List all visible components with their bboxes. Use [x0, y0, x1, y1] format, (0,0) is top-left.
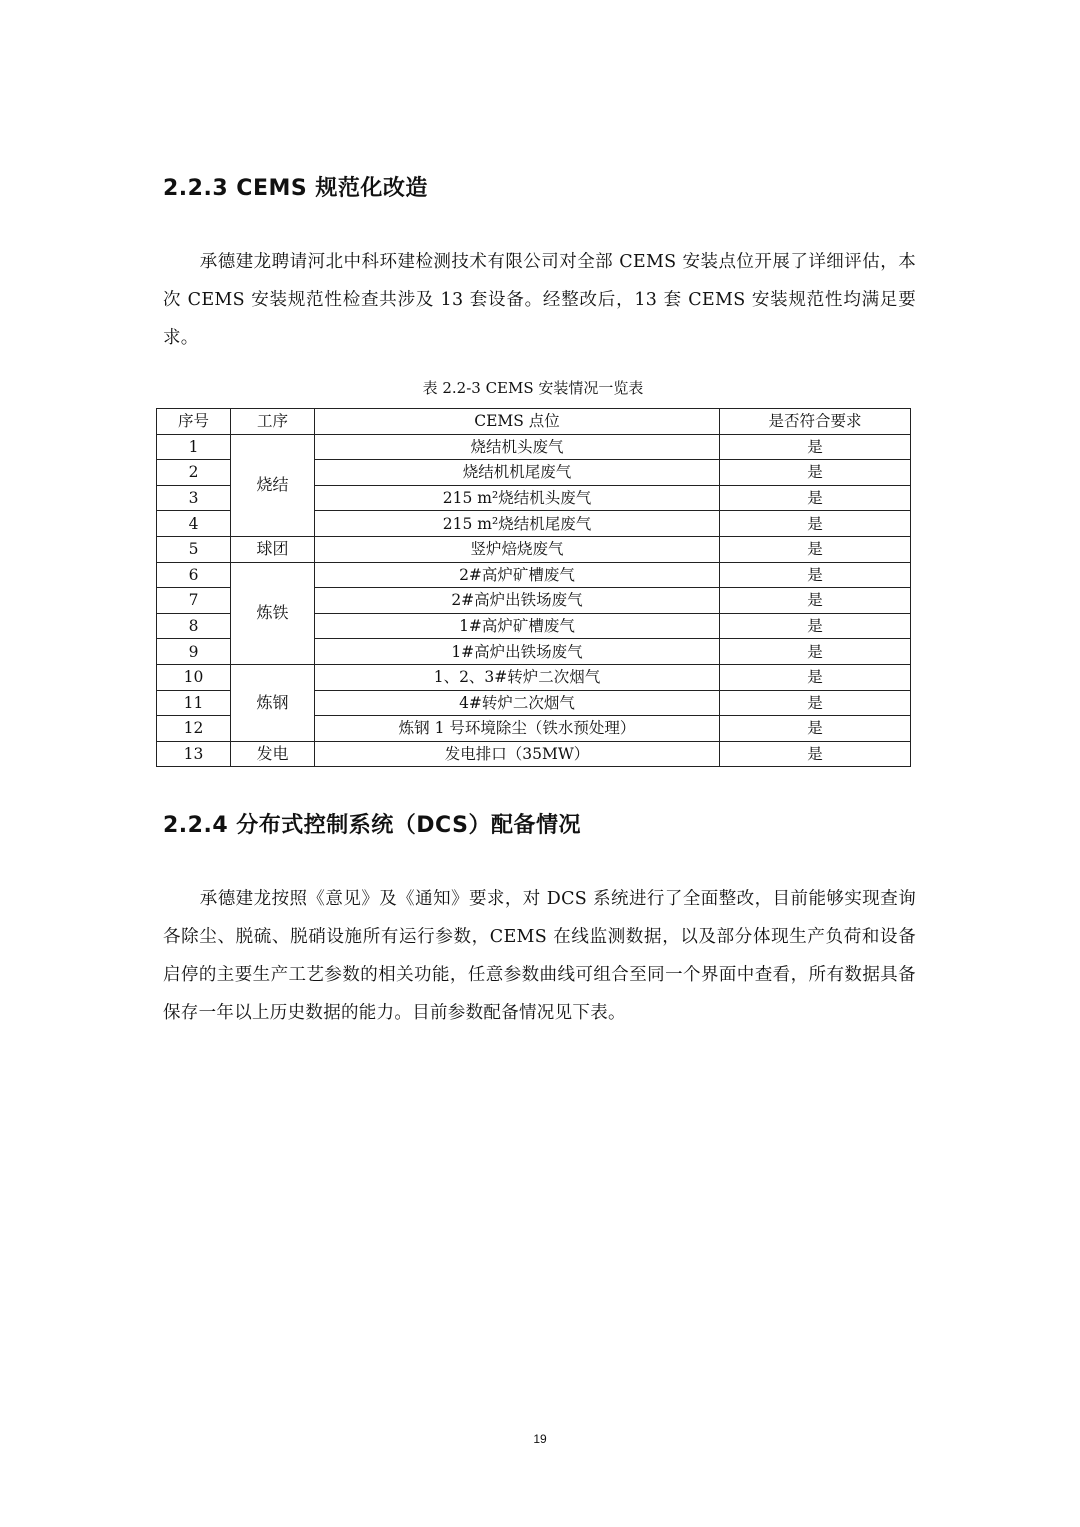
cell-cems-point: 2#高炉出铁场废气	[315, 588, 720, 614]
cell-compliance: 是	[720, 511, 911, 537]
cell-cems-point: 烧结机机尾废气	[315, 460, 720, 486]
cell-cems-point: 215 m²烧结机头废气	[315, 485, 720, 511]
cell-no: 9	[157, 639, 231, 665]
cell-cems-point: 1、2、3#转炉二次烟气	[315, 664, 720, 690]
cell-no: 2	[157, 460, 231, 486]
cell-cems-point: 1#高炉出铁场废气	[315, 639, 720, 665]
cell-compliance: 是	[720, 613, 911, 639]
cell-cems-point: 1#高炉矿槽废气	[315, 613, 720, 639]
cell-cems-point: 炼钢 1 号环境除尘（铁水预处理）	[315, 716, 720, 742]
table-row	[157, 536, 911, 562]
cell-no: 13	[157, 741, 231, 767]
cell-no: 3	[157, 485, 231, 511]
cell-process: 炼钢	[231, 664, 315, 741]
cell-compliance: 是	[720, 664, 911, 690]
cell-no: 1	[157, 434, 231, 460]
cell-no: 11	[157, 690, 231, 716]
cell-cems-point: 烧结机头废气	[315, 434, 720, 460]
cell-process: 发电	[231, 741, 315, 767]
section-heading-cems: 2.2.3 CEMS 规范化改造	[163, 176, 428, 201]
cell-compliance: 是	[720, 562, 911, 588]
table-row	[157, 562, 911, 588]
cems-table	[156, 408, 911, 767]
page-number: 19	[533, 1432, 547, 1446]
cell-no: 4	[157, 511, 231, 537]
cell-compliance: 是	[720, 460, 911, 486]
cell-compliance: 是	[720, 434, 911, 460]
cell-cems-point: 215 m²烧结机尾废气	[315, 511, 720, 537]
header-compliance: 是否符合要求	[720, 409, 911, 435]
section-paragraph-cems: 承德建龙聘请河北中科环建检测技术有限公司对全部 CEMS 安装点位开展了详细评估，本次 CEMS 安装规范性检查共涉及 13 套设备。经整改后，13 套 CEMS 安装规范性均满足要求。	[163, 252, 916, 348]
cell-no: 8	[157, 613, 231, 639]
cell-no: 7	[157, 588, 231, 614]
cell-process: 烧结	[231, 434, 315, 536]
cell-no: 12	[157, 716, 231, 742]
cell-no: 6	[157, 562, 231, 588]
cell-compliance: 是	[720, 536, 911, 562]
table-row	[157, 741, 911, 767]
cell-no: 5	[157, 536, 231, 562]
cell-cems-point: 发电排口（35MW）	[315, 741, 720, 767]
table-header-row	[157, 409, 911, 435]
header-process: 工序	[231, 409, 315, 435]
cell-process: 炼铁	[231, 562, 315, 664]
header-no: 序号	[157, 409, 231, 435]
section-heading-dcs: 2.2.4 分布式控制系统（DCS）配备情况	[163, 813, 581, 838]
cell-compliance: 是	[720, 716, 911, 742]
table-row	[157, 664, 911, 690]
cell-compliance: 是	[720, 741, 911, 767]
cell-process: 球团	[231, 536, 315, 562]
cell-cems-point: 竖炉焙烧废气	[315, 536, 720, 562]
cell-no: 10	[157, 664, 231, 690]
header-cems-point: CEMS 点位	[315, 409, 720, 435]
cell-compliance: 是	[720, 588, 911, 614]
table-caption: 表 2.2-3 CEMS 安装情况一览表	[422, 379, 644, 397]
cell-compliance: 是	[720, 485, 911, 511]
cell-cems-point: 2#高炉矿槽废气	[315, 562, 720, 588]
cell-cems-point: 4#转炉二次烟气	[315, 690, 720, 716]
cell-compliance: 是	[720, 690, 911, 716]
table-row	[157, 434, 911, 460]
section-paragraph-dcs: 承德建龙按照《意见》及《通知》要求，对 DCS 系统进行了全面整改，目前能够实现查询各除尘、脱硫、脱硝设施所有运行参数，CEMS 在线监测数据，以及部分体现生产负荷和设备启停的主要生产工艺参数的相关功能，任意参数曲线可组合至同一个界面中查看，所有数据具备保存一年以上历史数据的能力。目前参数配备情况见下表。	[163, 889, 916, 1023]
cell-compliance: 是	[720, 639, 911, 665]
